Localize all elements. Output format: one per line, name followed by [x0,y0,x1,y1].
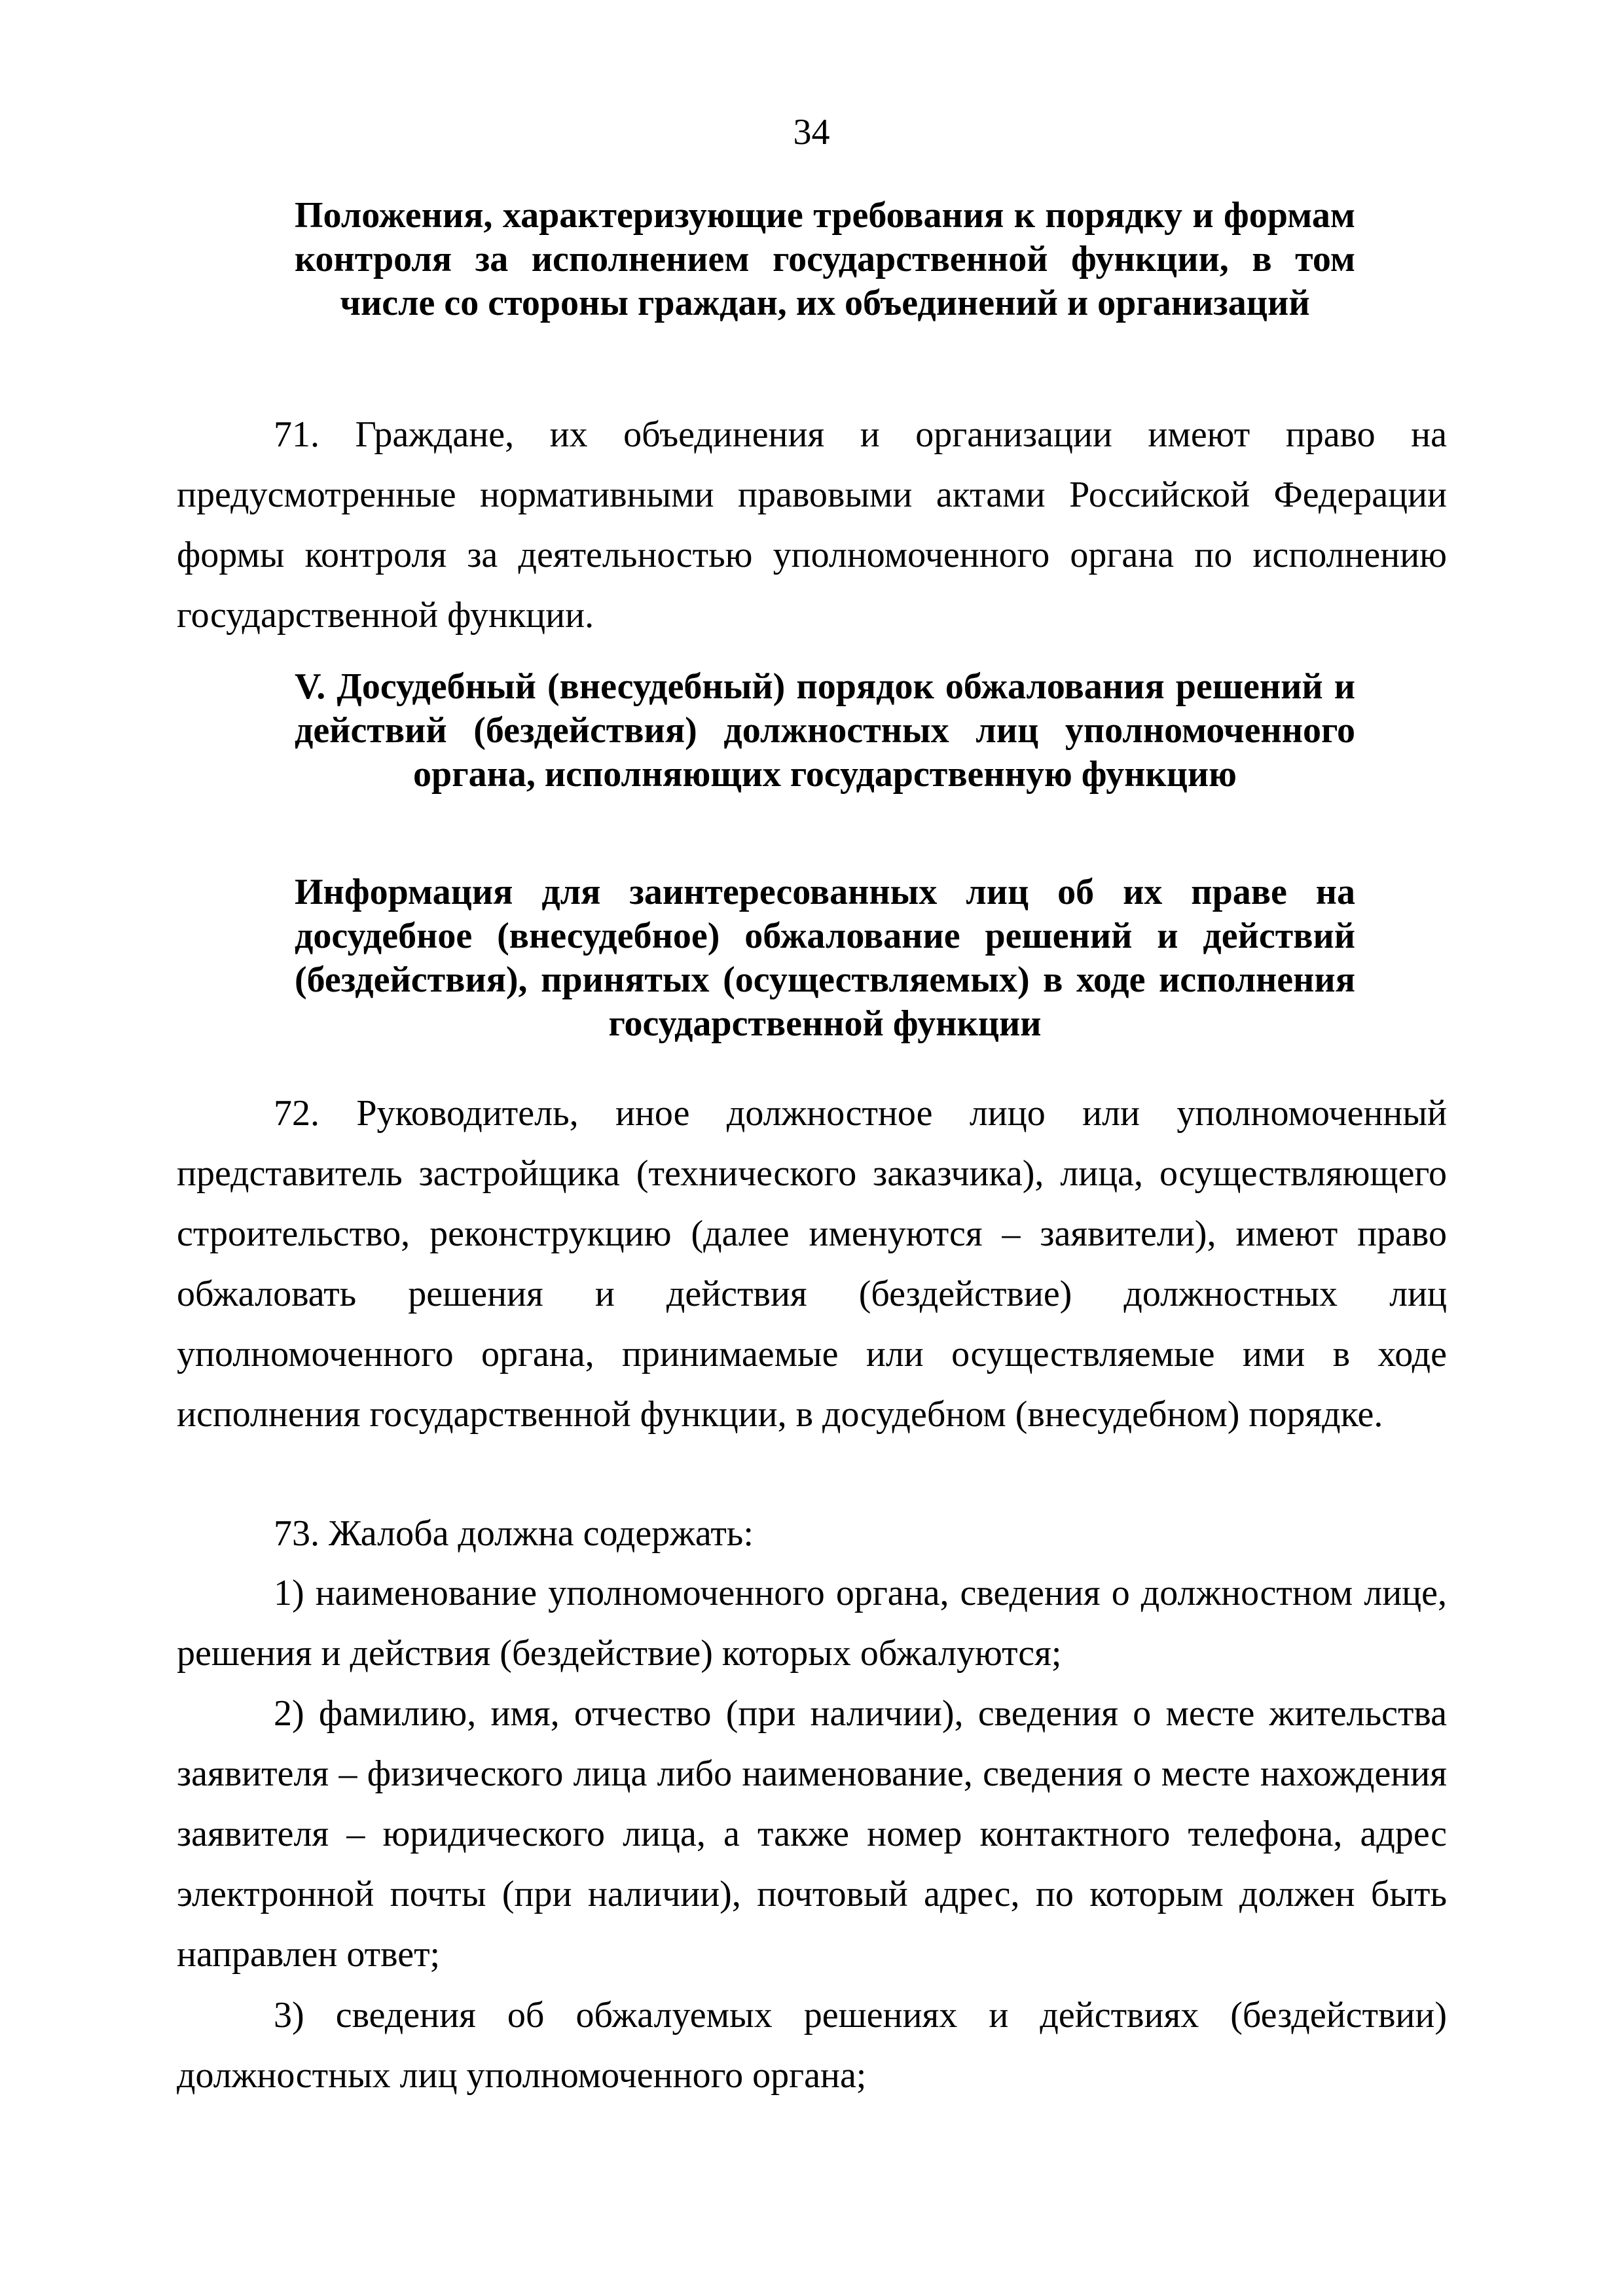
paragraph-73: 73. Жалоба должна содержать: [274,1513,754,1554]
list-item-73-2: 2) фамилию, имя, отчество (при наличии), сведения о месте жительства заявителя – физического лица либо наименование, сведения о месте нахождения заявителя – юридического лица, а также номер контактного телефона, адрес электронной почты (при наличии), почтовый адрес, по которым должен быть направлен ответ; [177,1693,1447,1975]
list-item-73-1: 1) наименование уполномоченного органа, сведения о должностном лице, решения и действия (бездействие) которых обжалуются; [177,1573,1447,1674]
heading-appeal-information: Информация для заинтересованных лиц об их праве на досудебное (внесудебное) обжалование решений и действий (бездействия), принятых (осуществляемых) в ходе исполнения государственной функции [295,872,1355,1044]
page-number: 34 [793,112,830,152]
paragraph-71: 71. Граждане, их объединения и организации имеют право на предусмотренные нормативными правовыми актами Российской Федерации формы контроля за деятельностью уполномоченного органа по исполнению государственной функции. [177,414,1447,636]
paragraph-72: 72. Руководитель, иное должностное лицо или уполномоченный представитель застройщика (технического заказчика), лица, осуществляющего строительство, реконструкцию (далее именуются – заявители), имеют право обжаловать решения и действия (бездействие) должностных лиц уполномоченного органа, принимаемые или осуществляемые ими в ходе исполнения государственной функции, в досудебном (внесудебном) порядке. [177,1093,1447,1435]
list-item-73-3: 3) сведения об обжалуемых решениях и действиях (бездействии) должностных лиц уполномоченного органа; [177,1995,1447,2096]
heading-section-v: V. Досудебный (внесудебный) порядок обжалования решений и действий (бездействия) должностных лиц уполномоченного органа, исполняющих государственную функцию [295,666,1355,795]
heading-control-requirements: Положения, характеризующие требования к порядку и формам контроля за исполнением государственной функции, в том числе со стороны граждан, их объединений и организаций [295,195,1355,323]
